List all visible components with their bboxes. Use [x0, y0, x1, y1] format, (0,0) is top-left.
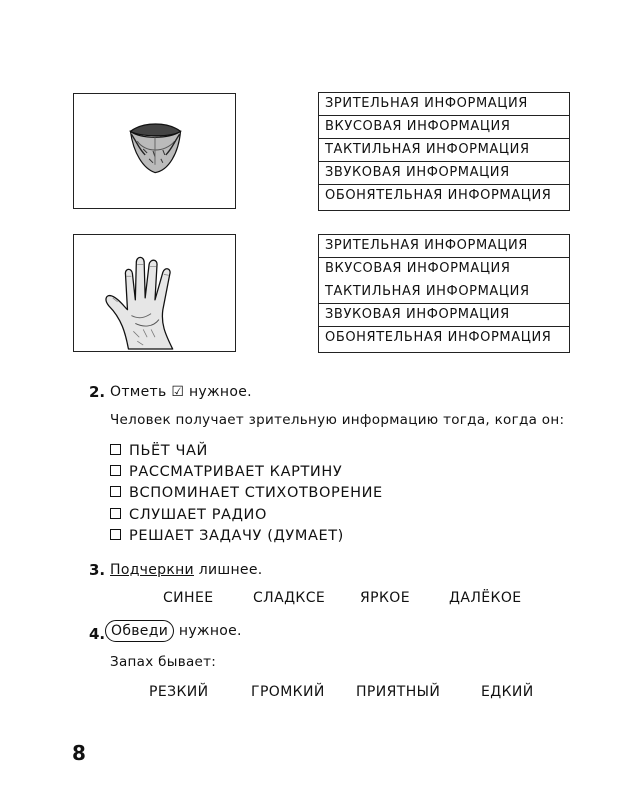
tongue-icon: [74, 94, 235, 208]
task-2-option[interactable]: [110, 528, 344, 544]
checkbox[interactable]: [110, 444, 121, 455]
info-table-1: [318, 92, 570, 211]
checkbox[interactable]: [110, 486, 121, 497]
checkbox[interactable]: [110, 508, 121, 519]
option-label: РАССМАТРИВАЕТ КАРТИНУ: [129, 464, 343, 480]
info-option[interactable]: ВКУСОВАЯ ИНФОРМАЦИЯ: [325, 261, 511, 276]
checkbox[interactable]: [110, 529, 121, 540]
instruction-text: Отметь: [110, 384, 167, 400]
task-4-instruction: [105, 623, 242, 639]
task-2-option[interactable]: [110, 507, 267, 523]
task-4-word[interactable]: РЕЗКИЙ: [149, 684, 209, 700]
instruction-text: нужное.: [178, 623, 242, 639]
info-option[interactable]: ЗРИТЕЛЬНАЯ ИНФОРМАЦИЯ: [319, 93, 569, 116]
info-option[interactable]: ТАКТИЛЬНАЯ ИНФОРМАЦИЯ: [319, 139, 569, 162]
task-2-number: 2.: [89, 383, 106, 401]
info-option[interactable]: ВКУСОВАЯ ИНФОРМАЦИЯ: [319, 116, 569, 139]
task-4-word[interactable]: ПРИЯТНЫЙ: [356, 684, 441, 700]
task-2-option[interactable]: [110, 485, 383, 501]
info-option[interactable]: ЗВУКОВАЯ ИНФОРМАЦИЯ: [319, 304, 569, 327]
option-label: РЕШАЕТ ЗАДАЧУ (ДУМАЕТ): [129, 528, 344, 544]
instruction-text: нужное.: [188, 384, 252, 400]
info-table-2: [318, 234, 570, 353]
option-label: СЛУШАЕТ РАДИО: [129, 507, 267, 523]
tongue-picture: [73, 93, 236, 209]
task-2-question: Человек получает зрительную информацию тогда, когда он:: [110, 412, 565, 428]
hand-icon: [74, 235, 235, 351]
instruction-circled-word: Обведи: [105, 620, 174, 642]
info-option[interactable]: ЗВУКОВАЯ ИНФОРМАЦИЯ: [319, 162, 569, 185]
info-option[interactable]: ОБОНЯТЕЛЬНАЯ ИНФОРМАЦИЯ: [325, 188, 552, 203]
info-option[interactable]: ЗРИТЕЛЬНАЯ ИНФОРМАЦИЯ: [319, 235, 569, 258]
task-3-word[interactable]: ДАЛЁКОЕ: [449, 590, 522, 606]
checked-box-icon: ☑: [171, 384, 185, 400]
task-2-option[interactable]: [110, 443, 208, 459]
info-option[interactable]: ОБОНЯТЕЛЬНАЯ ИНФОРМАЦИЯ: [325, 330, 552, 345]
task-3-word[interactable]: ЯРКОЕ: [360, 590, 410, 606]
task-3-word[interactable]: СИНЕЕ: [163, 590, 214, 606]
task-2-instruction: [110, 384, 252, 400]
hand-picture: [73, 234, 236, 352]
task-4-word[interactable]: ЕДКИЙ: [481, 684, 534, 700]
page-number: 8: [72, 741, 86, 765]
info-option[interactable]: ТАКТИЛЬНАЯ ИНФОРМАЦИЯ: [319, 281, 569, 304]
instruction-text: лишнее.: [198, 562, 263, 578]
task-4-number: 4.: [89, 625, 106, 643]
task-4-question: Запах бывает:: [110, 654, 217, 670]
task-3-number: 3.: [89, 561, 106, 579]
option-label: ПЬЁТ ЧАЙ: [129, 443, 208, 459]
task-2-option[interactable]: [110, 464, 342, 480]
task-3-instruction: [110, 562, 263, 578]
checkbox[interactable]: [110, 465, 121, 476]
task-4-word[interactable]: ГРОМКИЙ: [251, 684, 325, 700]
task-3-word[interactable]: СЛАДКСЕ: [253, 590, 326, 606]
instruction-underline-word: Подчеркни: [110, 562, 194, 578]
option-label: ВСПОМИНАЕТ СТИХОТВОРЕНИЕ: [129, 485, 383, 501]
